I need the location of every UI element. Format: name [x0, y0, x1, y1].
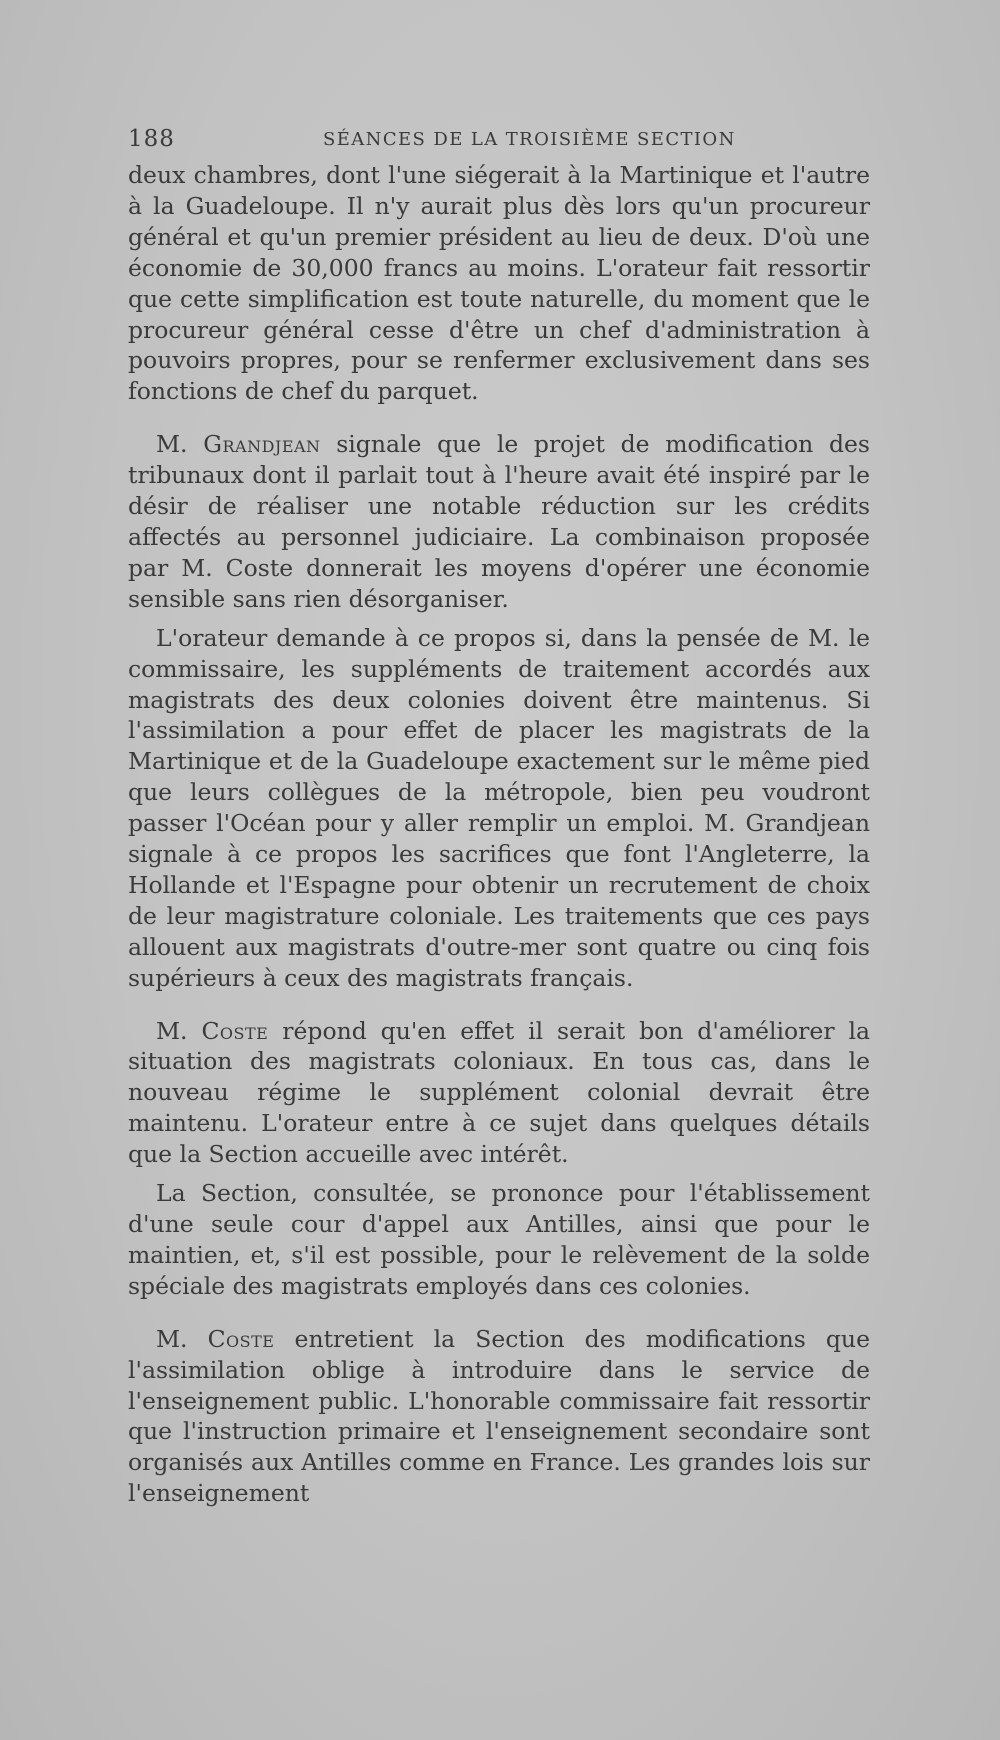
- body-text: [128, 160, 870, 1509]
- paragraph-6: [128, 1324, 870, 1509]
- speaker-name: Grandjean: [203, 430, 321, 459]
- paragraph-2-text: signale que le projet de modification des tribunaux dont il parlait tout à l'heure avait été inspiré par le désir de réaliser une notable réduction sur les crédits affectés au personnel judiciaire. La combinaison proposée par M. Coste donnerait les moyens d'opérer une économie sensible sans rien désorganiser.: [128, 430, 870, 613]
- paragraph-2: [128, 429, 870, 614]
- paragraph-1: [128, 160, 870, 407]
- speaker-prefix: M.: [156, 1324, 208, 1353]
- paragraph-3-text: L'orateur demande à ce propos si, dans la pensée de M. le commissaire, les suppléments de traitement accordés aux magistrats des deux colonies doivent être maintenus. Si l'assimilation a pour effet de placer les magistrats de la Martinique et de la Guadeloupe exactement sur le même pied que leurs collègues de la métropole, bien peu voudront passer l'Océan pour y aller remplir un emploi. M. Grandjean signale à ce propos les sacrifices que font l'Angleterre, la Hollande et l'Espagne pour obtenir un recrutement de choix de leur magistrature coloniale. Les traitements que ces pays allouent aux magistrats d'outre-mer sont quatre ou cinq fois supérieurs à ceux des magistrats français.: [128, 623, 870, 992]
- speaker-name: Coste: [207, 1324, 275, 1353]
- paragraph-4: [128, 1016, 870, 1171]
- paragraph-1-text: deux chambres, dont l'une siégerait à la Martinique et l'autre à la Guadeloupe. Il n'y aurait plus dès lors qu'un procureur général et qu'un premier président au lieu de deux. D'où une économie de 30,000 francs au moins. L'orateur fait ressortir que cette simplification est toute naturelle, du moment que le procureur général cesse d'être un chef d'administration à pouvoirs propres, pour se renfermer exclusivement dans ses fonctions de chef du parquet.: [128, 161, 870, 406]
- speaker-name: Coste: [201, 1016, 269, 1045]
- paragraph-6-text: entretient la Section des modifications que l'assimilation oblige à introduire dans le service de l'enseignement public. L'honorable commissaire fait ressortir que l'instruction primaire et l'enseignement secondaire sont organisés aux Antilles comme en France. Les grandes lois sur l'enseignement: [128, 1324, 870, 1508]
- paragraph-3: [128, 623, 870, 994]
- paragraph-5: [128, 1178, 870, 1302]
- speaker-prefix: M.: [156, 1016, 202, 1045]
- running-title: SÉANCES DE LA TROISIÈME SECTION: [323, 129, 736, 150]
- page-number: 188: [128, 126, 175, 152]
- page-header: [128, 126, 872, 156]
- paragraph-4-text: répond qu'en effet il serait bon d'améliorer la situation des magistrats coloniaux. En tous cas, dans le nouveau régime le supplément colonial devrait être maintenu. L'orateur entre à ce sujet dans quelques détails que la Section accueille avec intérêt.: [128, 1016, 870, 1169]
- paragraph-5-text: La Section, consultée, se prononce pour l'établissement d'une seule cour d'appel aux Antilles, ainsi que pour le maintien, et, s'il est possible, pour le relèvement de la solde spéciale des magistrats employés dans ces colonies.: [128, 1179, 870, 1300]
- speaker-prefix: M.: [156, 430, 204, 459]
